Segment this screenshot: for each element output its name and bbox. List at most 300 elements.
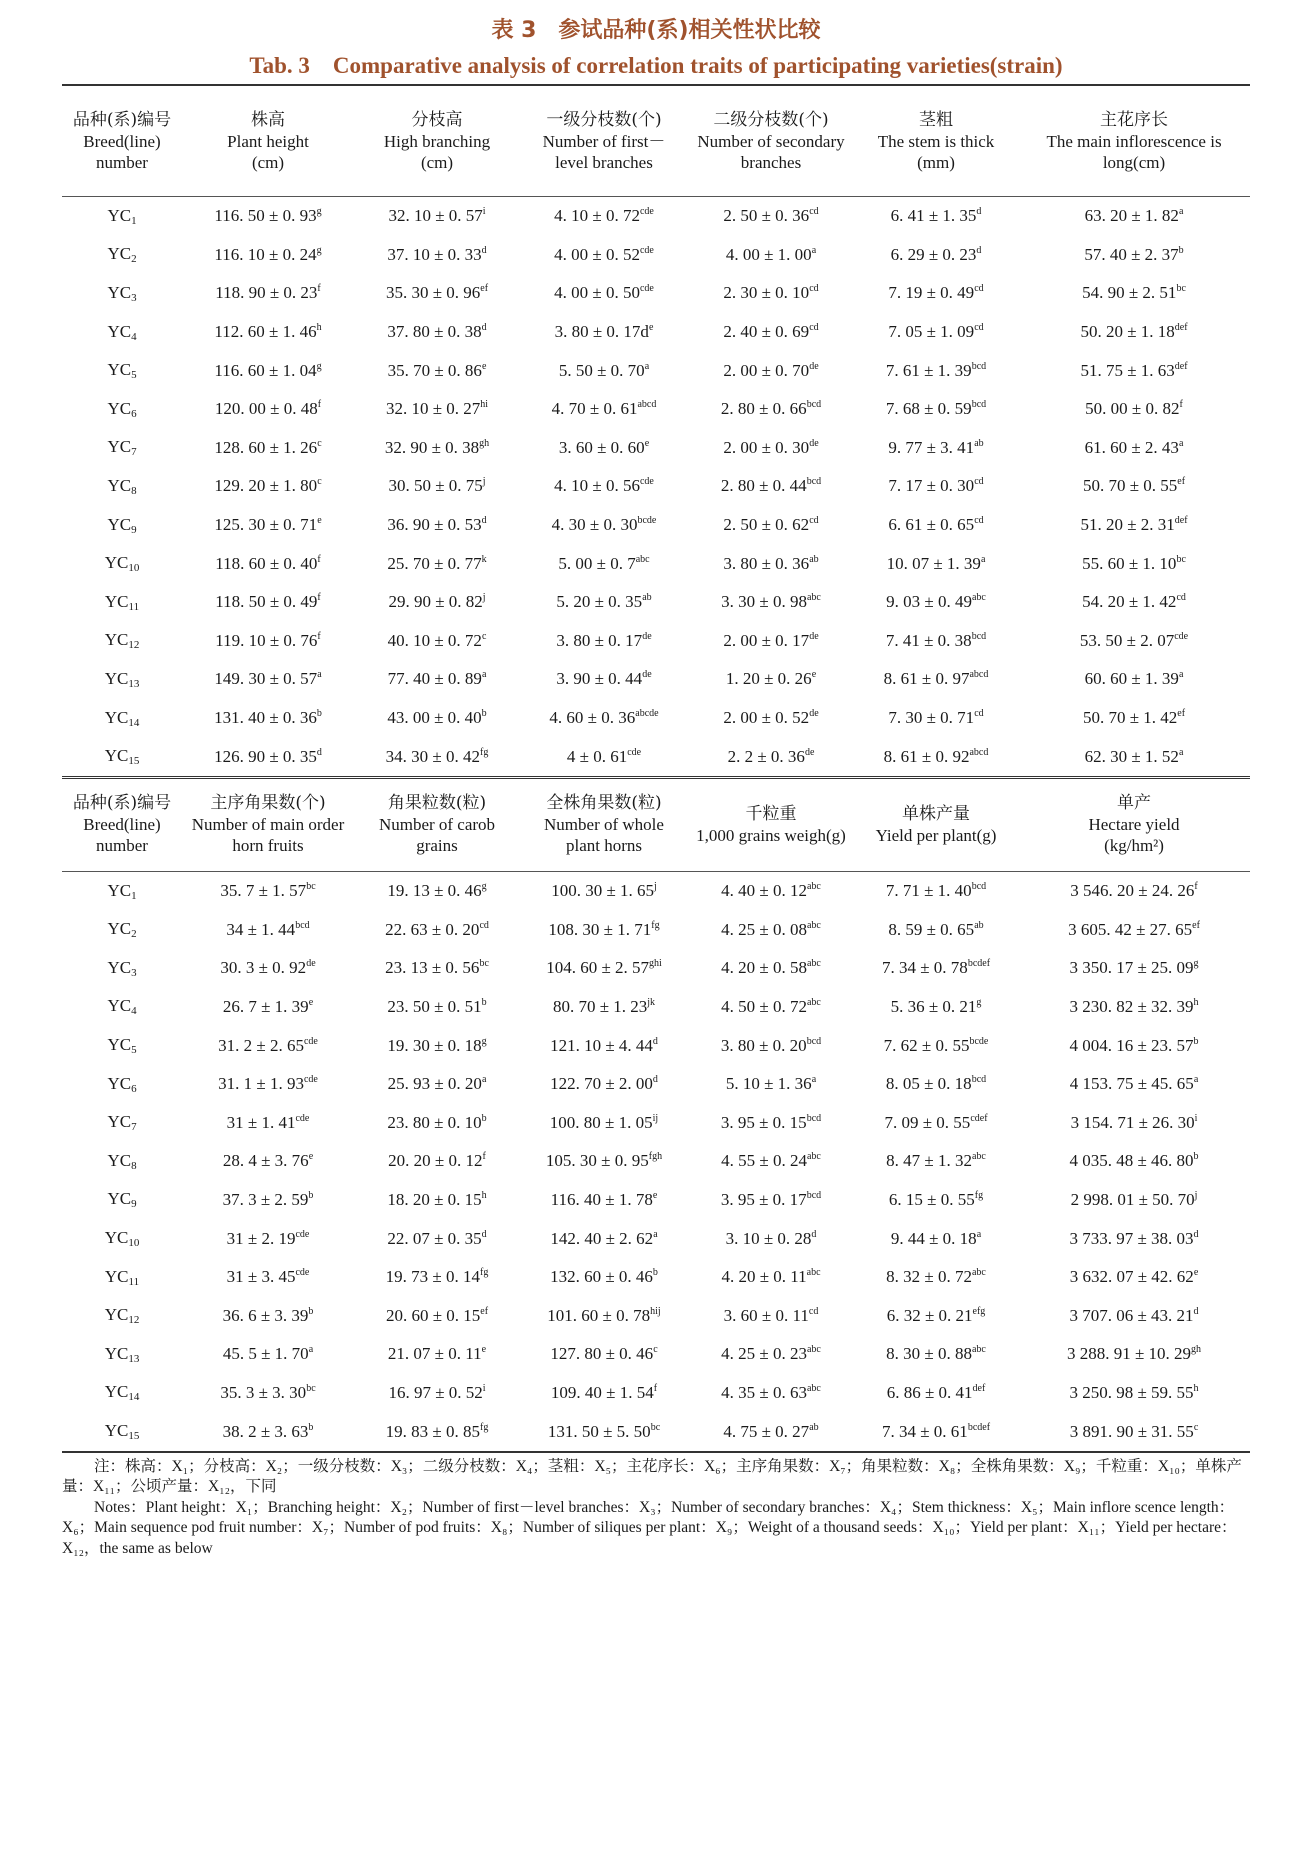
significance-letters: bcd xyxy=(806,399,822,411)
mean-sd-value: 53. 50 ± 2. 07 xyxy=(1079,630,1175,650)
significance-letters: fg xyxy=(480,746,489,758)
significance-letters: f xyxy=(653,1382,658,1394)
value-cell xyxy=(688,544,854,583)
row-id-subscript: 15 xyxy=(128,755,140,768)
value-cell xyxy=(354,390,520,429)
significance-letters: ef xyxy=(1177,476,1186,488)
value-cell xyxy=(854,467,1018,506)
significance-letters: bcde xyxy=(637,515,657,527)
value-cell xyxy=(688,274,854,313)
mean-sd-value: 61. 60 ± 2. 43 xyxy=(1084,437,1179,457)
value-cell xyxy=(520,911,688,950)
mean-sd-value: 121. 10 ± 4. 44 xyxy=(550,1035,653,1055)
significance-letters: de xyxy=(642,669,652,681)
significance-letters: h xyxy=(481,1189,487,1201)
value-cell xyxy=(854,1258,1018,1297)
significance-letters: bcd xyxy=(971,630,987,642)
value-cell xyxy=(354,988,520,1027)
significance-letters: abc xyxy=(806,592,821,604)
row-id: YC xyxy=(107,282,132,302)
significance-letters: b xyxy=(1193,1035,1199,1047)
mean-sd-value: 2. 00 ± 0. 17 xyxy=(723,630,810,650)
significance-letters: cd xyxy=(479,919,489,931)
significance-letters: f xyxy=(482,1151,486,1163)
value-cell xyxy=(520,274,688,313)
value-cell xyxy=(182,390,354,429)
mean-sd-value: 32. 90 ± 0. 38 xyxy=(384,437,480,457)
mean-sd-value: 51. 75 ± 1. 63 xyxy=(1080,360,1175,380)
header-cn: 品种(系)编号 xyxy=(72,109,172,130)
mean-sd-value: 3 707. 06 ± 43. 21 xyxy=(1069,1305,1194,1325)
significance-letters: c xyxy=(317,476,322,488)
table2-body xyxy=(62,872,1250,1451)
significance-letters: abcd xyxy=(969,746,989,758)
mean-sd-value: 112. 60 ± 1. 46 xyxy=(214,322,317,342)
table1-body xyxy=(62,197,1250,776)
value-cell xyxy=(688,1026,854,1065)
significance-letters: cd xyxy=(808,1305,819,1317)
value-cell xyxy=(1018,1026,1250,1065)
value-cell xyxy=(688,236,854,275)
significance-letters: de xyxy=(306,958,316,970)
significance-letters: bcd xyxy=(806,1189,822,1201)
row-id: YC xyxy=(107,437,132,457)
value-cell xyxy=(854,236,1018,275)
significance-letters: i xyxy=(482,1382,486,1394)
mean-sd-value: 19. 13 ± 0. 46 xyxy=(387,881,482,901)
mean-sd-value: 19. 73 ± 0. 14 xyxy=(385,1267,480,1287)
significance-letters: e xyxy=(644,437,650,449)
value-cell xyxy=(1018,1103,1250,1142)
significance-letters: d xyxy=(811,1228,817,1240)
mean-sd-value: 29. 90 ± 0. 82 xyxy=(388,592,483,612)
significance-letters: cd xyxy=(809,322,819,334)
paper-page xyxy=(62,14,1250,1559)
mean-sd-value: 8. 30 ± 0. 88 xyxy=(886,1344,972,1364)
value-cell xyxy=(854,1296,1018,1335)
mean-sd-value: 32. 10 ± 0. 57 xyxy=(388,206,483,226)
row-id-cell xyxy=(62,1219,182,1258)
mean-sd-value: 3 605. 42 ± 27. 65 xyxy=(1068,919,1193,939)
significance-letters: a xyxy=(644,360,650,372)
row-id: YC xyxy=(107,514,132,534)
value-cell xyxy=(354,1296,520,1335)
value-cell xyxy=(182,467,354,506)
row-id-cell xyxy=(62,1258,182,1297)
value-cell xyxy=(688,467,854,506)
significance-letters: g xyxy=(316,360,322,372)
significance-letters: gh xyxy=(479,437,490,449)
mean-sd-value: 4. 35 ± 0. 63 xyxy=(721,1382,807,1402)
significance-letters: bcd xyxy=(295,919,310,931)
row-id: YC xyxy=(107,360,132,380)
mean-sd-value: 7. 62 ± 0. 55 xyxy=(883,1035,970,1055)
value-cell xyxy=(1018,236,1250,275)
significance-letters: i xyxy=(1194,1112,1198,1124)
value-cell xyxy=(688,911,854,950)
table-row xyxy=(62,506,1250,545)
mean-sd-value: 3. 80 ± 0. 36 xyxy=(723,553,810,573)
header-cn: 千粒重 xyxy=(745,803,797,824)
row-id-subscript: 15 xyxy=(128,1430,140,1443)
significance-letters: ab xyxy=(809,553,819,565)
significance-letters: g xyxy=(481,881,487,893)
significance-letters: de xyxy=(809,437,819,449)
significance-letters: abc xyxy=(806,919,821,931)
row-id-cell xyxy=(62,660,182,699)
mean-sd-value: 8. 61 ± 0. 92 xyxy=(883,746,970,766)
mean-sd-value: 25. 70 ± 0. 77 xyxy=(387,553,482,573)
value-cell xyxy=(854,949,1018,988)
significance-letters: fg xyxy=(651,919,660,931)
row-id-subscript: 4 xyxy=(131,1005,137,1018)
significance-letters: abc xyxy=(806,881,821,893)
value-cell xyxy=(182,660,354,699)
significance-letters: cd xyxy=(974,283,984,295)
notes-cn: 注：株高：X₁；分枝高：X₂；一级分枝数：X₃；二级分枝数：X₄；茎粗：X₅；主花序长：X₆；主序角果数：X₇；角果粒数：X₈；全株角果数：X₉；千粒重：X₁₀；单株产量：X₁₁；公顷产量：X₁₂，下同 xyxy=(62,1457,1242,1496)
value-cell xyxy=(520,622,688,661)
table-caption-cn: 表 3 参试品种(系)相关性状比较 xyxy=(491,18,821,43)
mean-sd-value: 2. 50 ± 0. 36 xyxy=(723,206,810,226)
row-id: YC xyxy=(107,205,132,225)
significance-letters: e xyxy=(308,1151,314,1163)
row-id-cell xyxy=(62,274,182,313)
row-id: YC xyxy=(107,1073,132,1093)
significance-letters: cd xyxy=(809,206,819,218)
value-cell xyxy=(854,1412,1018,1451)
mean-sd-value: 3 733. 97 ± 38. 03 xyxy=(1069,1228,1194,1248)
value-cell xyxy=(1018,737,1250,776)
significance-letters: d xyxy=(976,206,982,218)
value-cell xyxy=(688,583,854,622)
value-cell xyxy=(520,988,688,1027)
value-cell xyxy=(354,660,520,699)
mean-sd-value: 122. 70 ± 2. 00 xyxy=(550,1074,653,1094)
row-id: YC xyxy=(104,1382,129,1402)
mean-sd-value: 6. 86 ± 0. 41 xyxy=(886,1382,973,1402)
mean-sd-value: 5. 00 ± 0. 7 xyxy=(558,553,636,573)
row-id: YC xyxy=(107,1035,132,1055)
value-cell xyxy=(1018,1374,1250,1413)
mean-sd-value: 37. 10 ± 0. 33 xyxy=(387,244,482,264)
significance-letters: abc xyxy=(971,1267,986,1279)
value-cell xyxy=(688,1142,854,1181)
value-cell xyxy=(854,1219,1018,1258)
value-cell xyxy=(182,737,354,776)
row-id-subscript: 10 xyxy=(128,1237,140,1250)
mean-sd-value: 2. 30 ± 0. 10 xyxy=(723,283,810,303)
table-row xyxy=(62,1335,1250,1374)
mean-sd-value: 40. 10 ± 0. 72 xyxy=(387,630,482,650)
row-id-cell xyxy=(62,1374,182,1413)
value-cell xyxy=(520,390,688,429)
significance-letters: ab xyxy=(642,592,652,604)
header-en: Number of carob grains xyxy=(378,815,496,856)
row-id-cell xyxy=(62,872,182,911)
significance-letters: k xyxy=(481,553,487,565)
mean-sd-value: 34. 30 ± 0. 42 xyxy=(385,746,480,766)
table-caption-en: Tab. 3 Comparative analysis of correlation traits of participating varieties(strain) xyxy=(249,53,1063,78)
significance-letters: ab xyxy=(974,919,984,931)
header-cn: 全株角果数(粒) xyxy=(546,793,662,814)
value-cell xyxy=(354,949,520,988)
mean-sd-value: 109. 40 ± 1. 54 xyxy=(550,1382,654,1402)
value-cell xyxy=(1018,1296,1250,1335)
significance-letters: e xyxy=(317,515,322,527)
significance-letters: cde xyxy=(295,1228,310,1240)
row-id-subscript: 12 xyxy=(128,639,140,652)
significance-letters: bcd xyxy=(971,360,987,372)
mean-sd-value: 3 154. 71 ± 26. 30 xyxy=(1070,1112,1195,1132)
traits-table-part2 xyxy=(62,779,1250,871)
mean-sd-value: 6. 15 ± 0. 55 xyxy=(888,1189,975,1209)
mean-sd-value: 126. 90 ± 0. 35 xyxy=(214,746,317,766)
significance-letters: de xyxy=(809,708,819,720)
value-cell xyxy=(1018,1142,1250,1181)
value-cell xyxy=(688,1335,854,1374)
mean-sd-value: 4. 40 ± 0. 12 xyxy=(721,881,807,901)
header-cn: 单产 xyxy=(1117,793,1151,814)
value-cell xyxy=(520,236,688,275)
traits-table-part2-body xyxy=(62,872,1250,1451)
row-id: YC xyxy=(107,475,132,495)
significance-letters: d xyxy=(652,1035,658,1047)
significance-letters: a xyxy=(1193,1074,1199,1086)
value-cell xyxy=(354,911,520,950)
mean-sd-value: 3. 60 ± 0. 60 xyxy=(558,437,645,457)
value-cell xyxy=(520,699,688,738)
significance-letters: de xyxy=(809,360,819,372)
significance-letters: abc xyxy=(635,553,650,565)
significance-letters: cde xyxy=(295,1267,310,1279)
significance-letters: ef xyxy=(1177,708,1186,720)
value-cell xyxy=(854,583,1018,622)
value-cell xyxy=(354,544,520,583)
header-cell xyxy=(354,779,520,871)
significance-letters: c xyxy=(481,630,487,642)
mean-sd-value: 4. 25 ± 0. 23 xyxy=(721,1344,807,1364)
value-cell xyxy=(1018,911,1250,950)
mean-sd-value: 101. 60 ± 0. 78 xyxy=(547,1305,651,1325)
mean-sd-value: 16. 97 ± 0. 52 xyxy=(388,1382,483,1402)
table-row xyxy=(62,1026,1250,1065)
significance-letters: cde xyxy=(627,746,642,758)
mean-sd-value: 5. 10 ± 1. 36 xyxy=(725,1074,812,1094)
mean-sd-value: 4. 20 ± 0. 11 xyxy=(721,1267,807,1287)
mean-sd-value: 128. 60 ± 1. 26 xyxy=(214,437,318,457)
row-id-subscript: 6 xyxy=(131,407,137,420)
significance-letters: a xyxy=(980,553,986,565)
mean-sd-value: 31. 2 ± 2. 65 xyxy=(218,1035,304,1055)
row-id: YC xyxy=(104,668,129,688)
mean-sd-value: 18. 20 ± 0. 15 xyxy=(387,1189,482,1209)
value-cell xyxy=(520,1374,688,1413)
value-cell xyxy=(520,467,688,506)
mean-sd-value: 60. 60 ± 1. 39 xyxy=(1084,669,1179,689)
significance-letters: e xyxy=(811,669,817,681)
row-id: YC xyxy=(104,1343,129,1363)
significance-letters: j xyxy=(482,476,486,488)
header-cell xyxy=(688,86,854,196)
mean-sd-value: 3. 95 ± 0. 15 xyxy=(720,1112,807,1132)
table-row xyxy=(62,1412,1250,1451)
value-cell xyxy=(354,197,520,236)
mean-sd-value: 116. 10 ± 0. 24 xyxy=(214,244,317,264)
mean-sd-value: 22. 63 ± 0. 20 xyxy=(385,919,480,939)
mean-sd-value: 36. 6 ± 3. 39 xyxy=(222,1305,309,1325)
significance-letters: h xyxy=(1193,1382,1199,1394)
row-id-cell xyxy=(62,1412,182,1451)
mean-sd-value: 37. 80 ± 0. 38 xyxy=(387,322,482,342)
significance-letters: def xyxy=(972,1382,986,1394)
significance-letters: b xyxy=(481,996,487,1008)
row-id-cell xyxy=(62,544,182,583)
mean-sd-value: 36. 90 ± 0. 53 xyxy=(387,515,482,535)
value-cell xyxy=(854,274,1018,313)
value-cell xyxy=(182,1258,354,1297)
significance-letters: fgh xyxy=(648,1151,663,1163)
significance-letters: f xyxy=(1194,881,1198,893)
header-unit: (cm) xyxy=(251,152,285,172)
significance-letters: h xyxy=(316,322,322,334)
row-id: YC xyxy=(104,591,129,611)
value-cell xyxy=(854,351,1018,390)
mean-sd-value: 4. 10 ± 0. 72 xyxy=(554,206,640,226)
table-row xyxy=(62,429,1250,468)
value-cell xyxy=(688,949,854,988)
mean-sd-value: 37. 3 ± 2. 59 xyxy=(222,1189,309,1209)
mean-sd-value: 108. 30 ± 1. 71 xyxy=(548,919,652,939)
row-id-subscript: 7 xyxy=(131,446,137,459)
value-cell xyxy=(1018,872,1250,911)
value-cell xyxy=(520,872,688,911)
value-cell xyxy=(182,1181,354,1220)
value-cell xyxy=(854,429,1018,468)
mean-sd-value: 6. 41 ± 1. 35 xyxy=(890,206,977,226)
significance-letters: cd xyxy=(974,708,984,720)
value-cell xyxy=(1018,949,1250,988)
significance-letters: abc xyxy=(806,1151,821,1163)
significance-letters: bc xyxy=(306,881,316,893)
value-cell xyxy=(854,699,1018,738)
significance-letters: e xyxy=(648,322,654,334)
value-cell xyxy=(854,544,1018,583)
mean-sd-value: 125. 30 ± 0. 71 xyxy=(214,515,318,535)
value-cell xyxy=(520,1219,688,1258)
mean-sd-value: 116. 50 ± 0. 93 xyxy=(214,206,317,226)
value-cell xyxy=(182,1335,354,1374)
value-cell xyxy=(182,197,354,236)
value-cell xyxy=(1018,1258,1250,1297)
value-cell xyxy=(182,236,354,275)
value-cell xyxy=(520,660,688,699)
table-row xyxy=(62,236,1250,275)
header-cn: 二级分枝数(个) xyxy=(713,109,829,130)
header-row xyxy=(62,779,1250,871)
value-cell xyxy=(182,1374,354,1413)
mean-sd-value: 7. 41 ± 0. 38 xyxy=(885,630,972,650)
header-cn: 分枝高 xyxy=(411,109,463,130)
value-cell xyxy=(854,1335,1018,1374)
mean-sd-value: 21. 07 ± 0. 11 xyxy=(387,1344,482,1364)
header-cell xyxy=(354,86,520,196)
mean-sd-value: 2. 00 ± 0. 30 xyxy=(723,437,810,457)
mean-sd-value: 4. 10 ± 0. 56 xyxy=(554,476,640,496)
value-cell xyxy=(854,660,1018,699)
significance-letters: bcdef xyxy=(967,958,991,970)
row-id: YC xyxy=(104,1421,129,1441)
significance-letters: ab xyxy=(974,437,984,449)
significance-letters: b xyxy=(308,1189,314,1201)
mean-sd-value: 8. 32 ± 0. 72 xyxy=(886,1267,972,1287)
value-cell xyxy=(688,390,854,429)
header-en: The main inflorescence is long(cm) xyxy=(1046,131,1222,172)
value-cell xyxy=(1018,699,1250,738)
value-cell xyxy=(182,544,354,583)
value-cell xyxy=(520,506,688,545)
table-row xyxy=(62,583,1250,622)
header-en: 1,000 grains weigh(g) xyxy=(696,825,846,845)
value-cell xyxy=(520,1103,688,1142)
mean-sd-value: 2. 50 ± 0. 62 xyxy=(723,515,810,535)
significance-letters: bc xyxy=(479,958,489,970)
mean-sd-value: 8. 61 ± 0. 97 xyxy=(883,669,970,689)
significance-letters: de xyxy=(804,746,815,758)
value-cell xyxy=(854,988,1018,1027)
significance-letters: j xyxy=(654,881,657,893)
significance-letters: b xyxy=(1178,244,1184,256)
value-cell xyxy=(1018,988,1250,1027)
value-cell xyxy=(1018,1335,1250,1374)
row-id-cell xyxy=(62,583,182,622)
table-row xyxy=(62,313,1250,352)
mean-sd-value: 62. 30 ± 1. 52 xyxy=(1084,746,1179,766)
value-cell xyxy=(520,1335,688,1374)
value-cell xyxy=(354,429,520,468)
mean-sd-value: 9. 03 ± 0. 49 xyxy=(886,592,972,612)
significance-letters: j xyxy=(482,592,486,604)
significance-letters: ef xyxy=(1192,919,1200,931)
value-cell xyxy=(854,1142,1018,1181)
value-cell xyxy=(688,988,854,1027)
table-row xyxy=(62,390,1250,429)
significance-letters: fg xyxy=(480,1421,489,1433)
header-en: Yield per plant(g) xyxy=(875,825,997,845)
significance-letters: g xyxy=(976,996,982,1008)
mean-sd-value: 30. 3 ± 0. 92 xyxy=(220,958,307,978)
header-en: Number of main order horn fruits xyxy=(191,815,345,856)
significance-letters: bcd xyxy=(971,881,987,893)
mean-sd-value: 4. 75 ± 0. 27 xyxy=(723,1421,810,1441)
significance-letters: cde xyxy=(303,1035,318,1047)
table-row xyxy=(62,699,1250,738)
value-cell xyxy=(1018,660,1250,699)
value-cell xyxy=(854,313,1018,352)
significance-letters: d xyxy=(481,244,487,256)
row-id-cell xyxy=(62,506,182,545)
significance-letters: abc xyxy=(971,1151,986,1163)
table-row xyxy=(62,467,1250,506)
row-id: YC xyxy=(107,1150,132,1170)
significance-letters: abc xyxy=(806,1344,821,1356)
mean-sd-value: 50. 70 ± 0. 55 xyxy=(1082,476,1178,496)
value-cell xyxy=(182,1142,354,1181)
header-cell xyxy=(1018,86,1250,196)
row-id: YC xyxy=(104,1228,129,1248)
value-cell xyxy=(182,622,354,661)
row-id-subscript: 1 xyxy=(131,889,137,902)
value-cell xyxy=(854,737,1018,776)
